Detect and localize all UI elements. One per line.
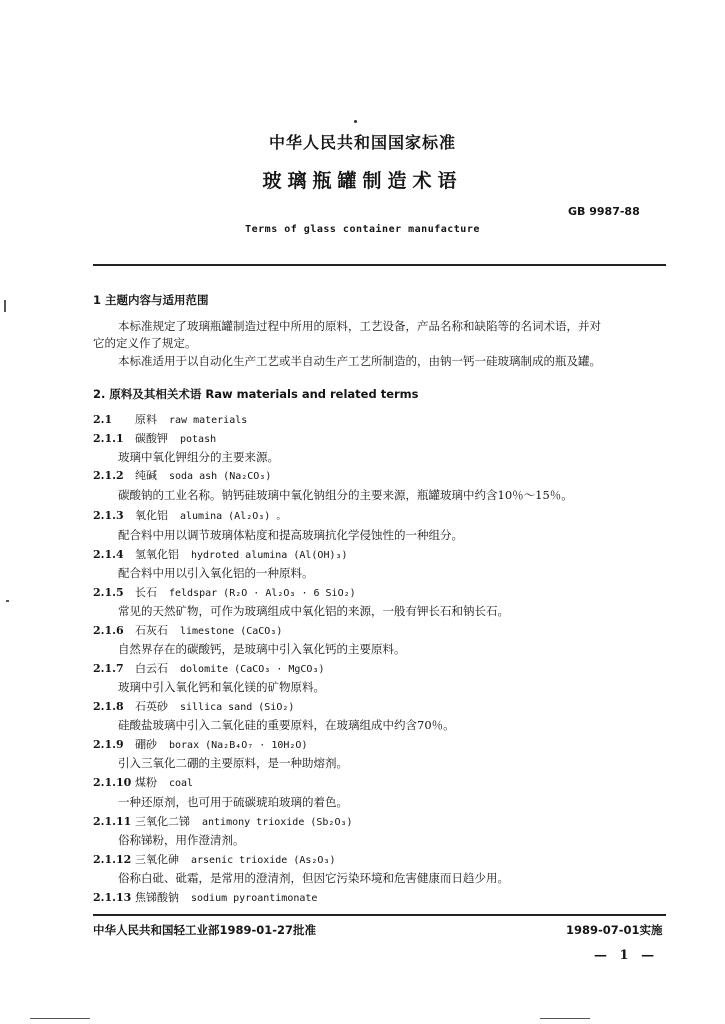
term-chinese: 硼砂 (135, 738, 157, 751)
term-number: 2.1.12 (93, 853, 132, 866)
term-chinese: 白云石 (135, 662, 168, 675)
page-number: — 1 — (594, 948, 659, 963)
term-english: raw materials (169, 415, 248, 426)
term-2-1-1 (93, 430, 216, 446)
scan-mark (540, 1018, 590, 1019)
standard-number: GB 9987-88 (568, 205, 640, 218)
term-chinese: 氢氧化铝 (135, 548, 179, 561)
term-english: sillica sand (SiO₂) (180, 702, 295, 713)
term-number: 2.1.3 (93, 509, 124, 522)
section-1-paragraph-1-line-1: 本标准规定了玻璃瓶罐制造过程中所用的原料，工艺设备，产品名称和缺陷等的名词术语，并对 (118, 319, 601, 333)
term-english: arsenic trioxide (As₂O₃) (191, 855, 336, 866)
term-chinese: 焦锑酸钠 (135, 891, 179, 904)
term-chinese: 石灰石 (135, 624, 168, 637)
scan-speck (354, 120, 357, 123)
term-2-1-8 (93, 698, 294, 714)
section-1-paragraph-2: 本标准适用于以自动化生产工艺或半自动生产工艺所制造的，由钠一钙一硅玻璃制成的瓶及罐。 (118, 354, 601, 368)
term-english: alumina (Al₂O₃) 。 (180, 511, 287, 522)
term-chinese: 三氧化砷 (135, 853, 179, 866)
scan-mark (4, 300, 6, 312)
term-2-1 (93, 411, 247, 427)
term-2-1-11 (93, 813, 353, 829)
term-definition: 玻璃中氧化钾组分的主要来源。 (118, 450, 279, 464)
term-chinese: 长石 (135, 586, 157, 599)
term-definition: 配合料中用以调节玻璃体粘度和提高玻璃抗化学侵蚀性的一种组分。 (118, 528, 463, 542)
term-english: soda ash (Na₂CO₃) (169, 471, 272, 482)
term-chinese: 三氧化二锑 (135, 815, 190, 828)
term-number: 2.1.8 (93, 700, 124, 713)
term-definition: 俗称白砒、砒霜，是常用的澄清剂，但因它污染环境和危害健康而日趋少用。 (118, 871, 509, 885)
term-number: 2.1.13 (93, 891, 132, 904)
term-2-1-9 (93, 736, 307, 752)
term-definition: 玻璃中引入氧化钙和氧化镁的矿物原料。 (118, 680, 325, 694)
term-chinese: 纯碱 (135, 469, 157, 482)
term-english: borax (Na₂B₄O₇ · 10H₂O) (169, 740, 308, 751)
term-definition: 自然界存在的碳酸钙，是玻璃中引入氧化钙的主要原料。 (118, 642, 406, 656)
issuing-organization: 中华人民共和国国家标准 (268, 133, 456, 152)
implementation-date: 1989-07-01实施 (566, 923, 663, 937)
term-chinese: 石英砂 (135, 700, 168, 713)
approval-note: 中华人民共和国轻工业部1989-01-27批准 (93, 923, 317, 937)
term-definition: 硅酸盐玻璃中引入二氧化硅的重要原料，在玻璃组成中约含70％。 (118, 718, 455, 732)
term-chinese: 碳酸钾 (135, 432, 168, 445)
document-title: 玻璃瓶罐制造术语 (262, 170, 463, 192)
term-definition: 配合料中用以引入氧化铝的一种原料。 (118, 566, 314, 580)
term-definition: 一种还原剂，也可用于硫碳琥珀玻璃的着色。 (118, 795, 348, 809)
term-english: dolomite (CaCO₃ · MgCO₃) (180, 664, 325, 675)
term-number: 2.1.9 (93, 738, 124, 751)
term-2-1-12 (93, 851, 336, 867)
term-number: 2.1.2 (93, 469, 124, 482)
term-number: 2.1.4 (93, 548, 124, 561)
term-chinese: 氧化铝 (135, 509, 168, 522)
term-definition: 碳酸钠的工业名称。钠钙硅玻璃中氧化钠组分的主要来源，瓶罐玻璃中约含10％～15％。 (118, 488, 573, 502)
term-english: coal (169, 778, 194, 789)
term-number: 2.1.5 (93, 586, 124, 599)
term-definition: 俗称锑粉，用作澄清剂。 (118, 833, 245, 847)
term-english: hydroted alumina (Al(OH)₃) (191, 550, 348, 561)
header-rule (93, 264, 666, 266)
term-2-1-5 (93, 584, 356, 600)
term-chinese: 煤粉 (135, 776, 157, 789)
term-2-1-4 (93, 546, 348, 562)
section-1-heading: 1 主题内容与适用范围 (93, 293, 209, 307)
term-2-1-7 (93, 660, 325, 676)
term-2-1-6 (93, 622, 282, 638)
term-2-1-2 (93, 467, 271, 483)
term-number: 2.1.7 (93, 662, 124, 675)
term-number: 2.1.1 (93, 432, 124, 445)
term-definition: 引入三氧化二硼的主要原料，是一种助熔剂。 (118, 756, 348, 770)
section-2-heading: 2. 原料及其相关术语 Raw materials and related terms (93, 387, 419, 401)
scan-mark (30, 1018, 90, 1019)
term-number: 2.1.6 (93, 624, 124, 637)
term-number: 2.1 (93, 413, 113, 426)
term-2-1-10 (93, 774, 193, 790)
scan-mark (6, 600, 9, 602)
term-number: 2.1.10 (93, 776, 132, 789)
term-2-1-13 (93, 889, 317, 905)
term-2-1-3 (93, 507, 286, 523)
footer-rule (93, 914, 666, 916)
term-english: limestone (CaCO₃) (180, 626, 283, 637)
term-number: 2.1.11 (93, 815, 132, 828)
term-english: potash (180, 434, 217, 445)
term-english: sodium pyroantimonate (191, 893, 318, 904)
term-english: antimony trioxide (Sb₂O₃) (202, 817, 353, 828)
term-definition: 常见的天然矿物，可作为玻璃组成中氧化铝的来源，一般有钾长石和钠长石。 (118, 604, 509, 618)
english-title: Terms of glass container manufacture (245, 224, 480, 235)
term-english: feldspar (R₂O · Al₂O₃ · 6 SiO₂) (169, 588, 356, 599)
section-1-paragraph-1-line-2: 它的定义作了规定。 (93, 336, 197, 350)
term-chinese: 原料 (135, 413, 157, 426)
